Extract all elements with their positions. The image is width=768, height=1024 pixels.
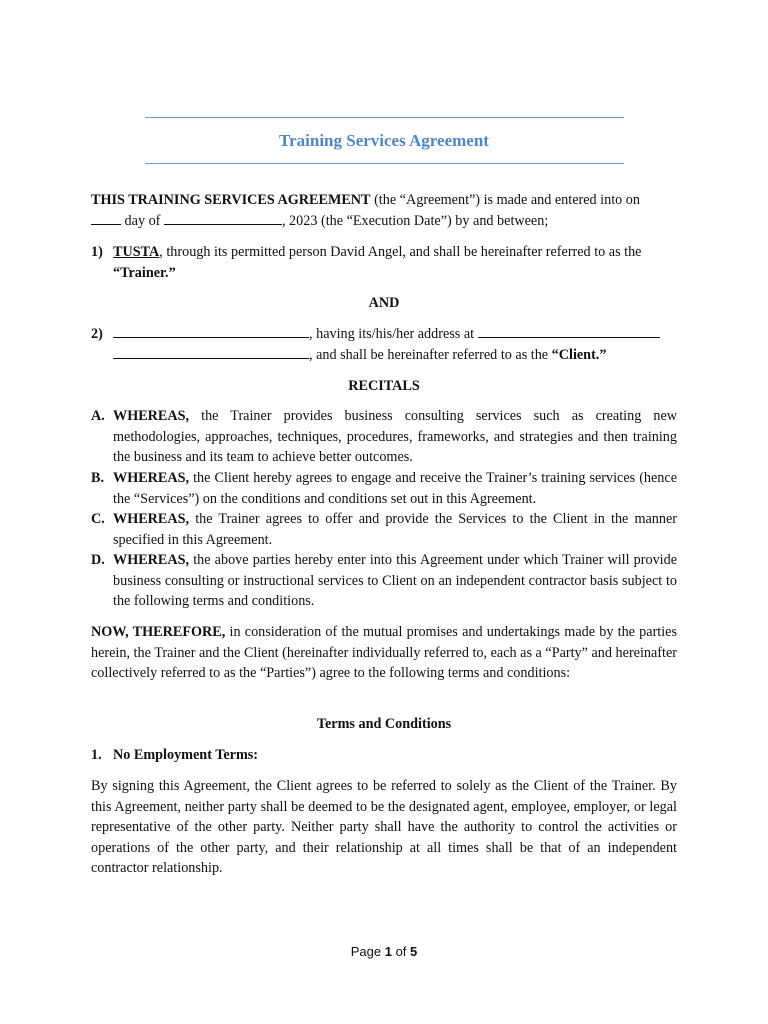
intro-lead: THIS TRAINING SERVICES AGREEMENT bbox=[91, 192, 371, 208]
now-therefore-lead: NOW, THEREFORE, bbox=[91, 624, 226, 640]
recital-c-lead: WHEREAS, bbox=[113, 511, 190, 527]
intro-text-2: , 2023 (the “Execution Date”) by and between; bbox=[281, 212, 549, 229]
party-1-number: 1) bbox=[91, 244, 103, 260]
party-2-text-1: , having its/his/her address at bbox=[309, 326, 478, 342]
terms-heading: Terms and Conditions bbox=[316, 716, 452, 732]
recital-b-letter: B. bbox=[91, 470, 105, 486]
recitals-heading: RECITALS bbox=[348, 378, 420, 394]
party-2-address-blank-2 bbox=[113, 345, 309, 359]
footer-prefix: Page bbox=[350, 944, 385, 959]
document-title: Training Services Agreement bbox=[279, 131, 489, 150]
intro-text-1: (the “Agreement”) is made and entered into on bbox=[370, 192, 640, 208]
party-1-text: , through its permitted person David Angel, and shall be hereinafter referred to as the bbox=[159, 244, 642, 260]
recital-b-lead: WHEREAS, bbox=[113, 470, 190, 486]
page-footer bbox=[0, 944, 768, 960]
recital-c-text: the Trainer agrees to offer and provide the Services to the Client in the manner specified in this Agreement. bbox=[113, 511, 677, 548]
intro-paragraph bbox=[91, 190, 677, 231]
title-rule-bottom bbox=[145, 163, 624, 164]
month-blank bbox=[164, 211, 282, 225]
recital-a-lead: WHEREAS, bbox=[113, 408, 190, 424]
page-current: 1 bbox=[384, 944, 392, 959]
now-therefore-paragraph bbox=[91, 622, 677, 684]
recital-d-letter: D. bbox=[91, 552, 105, 568]
recital-a-text: the Trainer provides business consulting services such as creating new methodologies, approaches, techniques, procedures, frameworks, and strategies and then training the business and its team to achieve better outcomes. bbox=[113, 408, 677, 466]
and-label: AND bbox=[368, 295, 400, 311]
footer-middle: of bbox=[391, 944, 411, 959]
party-1-role: “Trainer.” bbox=[113, 264, 176, 281]
recital-b-text: the Client hereby agrees to engage and receive the Trainer’s training services (hence the “Services”) on the conditions and conditions set out in this Agreement. bbox=[113, 470, 677, 507]
recital-a-letter: A. bbox=[91, 408, 105, 424]
section-1-number: 1. bbox=[91, 747, 102, 763]
party-1 bbox=[91, 242, 677, 283]
party-2-name-blank bbox=[113, 324, 309, 338]
recital-a bbox=[91, 406, 677, 468]
party-2 bbox=[91, 324, 677, 365]
section-1-body: By signing this Agreement, the Client agrees to be referred to solely as the Client of the Trainer. By this Agreement, neither party shall be deemed to be the designated agent, employee, employer, or legal representative of the other party. Neither party shall have the authority to control the activities or operations of the other party, and their relationship at all times shall be that of an independent contractor relationship. bbox=[91, 778, 677, 877]
now-therefore-text: in consideration of the mutual promises and undertakings made by the parties herein, the Trainer and the Client (hereinafter individually referred to, each as a “Party” and hereinafter collectively referred to as the “Parties”) agree to the following terms and conditions: bbox=[91, 624, 677, 682]
recital-d bbox=[91, 550, 677, 612]
section-1-heading bbox=[91, 745, 677, 766]
recital-c bbox=[91, 509, 677, 550]
recital-c-letter: C. bbox=[91, 511, 105, 527]
title-rule-top bbox=[145, 117, 624, 118]
party-2-role: “Client.” bbox=[551, 346, 607, 363]
recital-b bbox=[91, 468, 677, 509]
party-2-address-blank bbox=[478, 324, 660, 338]
intro-day-text: day of bbox=[121, 212, 164, 229]
party-2-number: 2) bbox=[91, 326, 103, 342]
section-1-title: No Employment Terms: bbox=[113, 747, 259, 763]
party-2-text-2: , and shall be hereinafter referred to as the bbox=[309, 346, 552, 363]
page-total: 5 bbox=[410, 944, 418, 959]
party-1-name: TUSTA bbox=[113, 244, 160, 260]
recital-d-text: the above parties hereby enter into this Agreement under which Trainer will provide business consulting or instructional services to Client on an independent contractor basis subject to the following terms and conditions. bbox=[113, 552, 677, 610]
recital-d-lead: WHEREAS, bbox=[113, 552, 190, 568]
day-blank bbox=[91, 211, 121, 225]
